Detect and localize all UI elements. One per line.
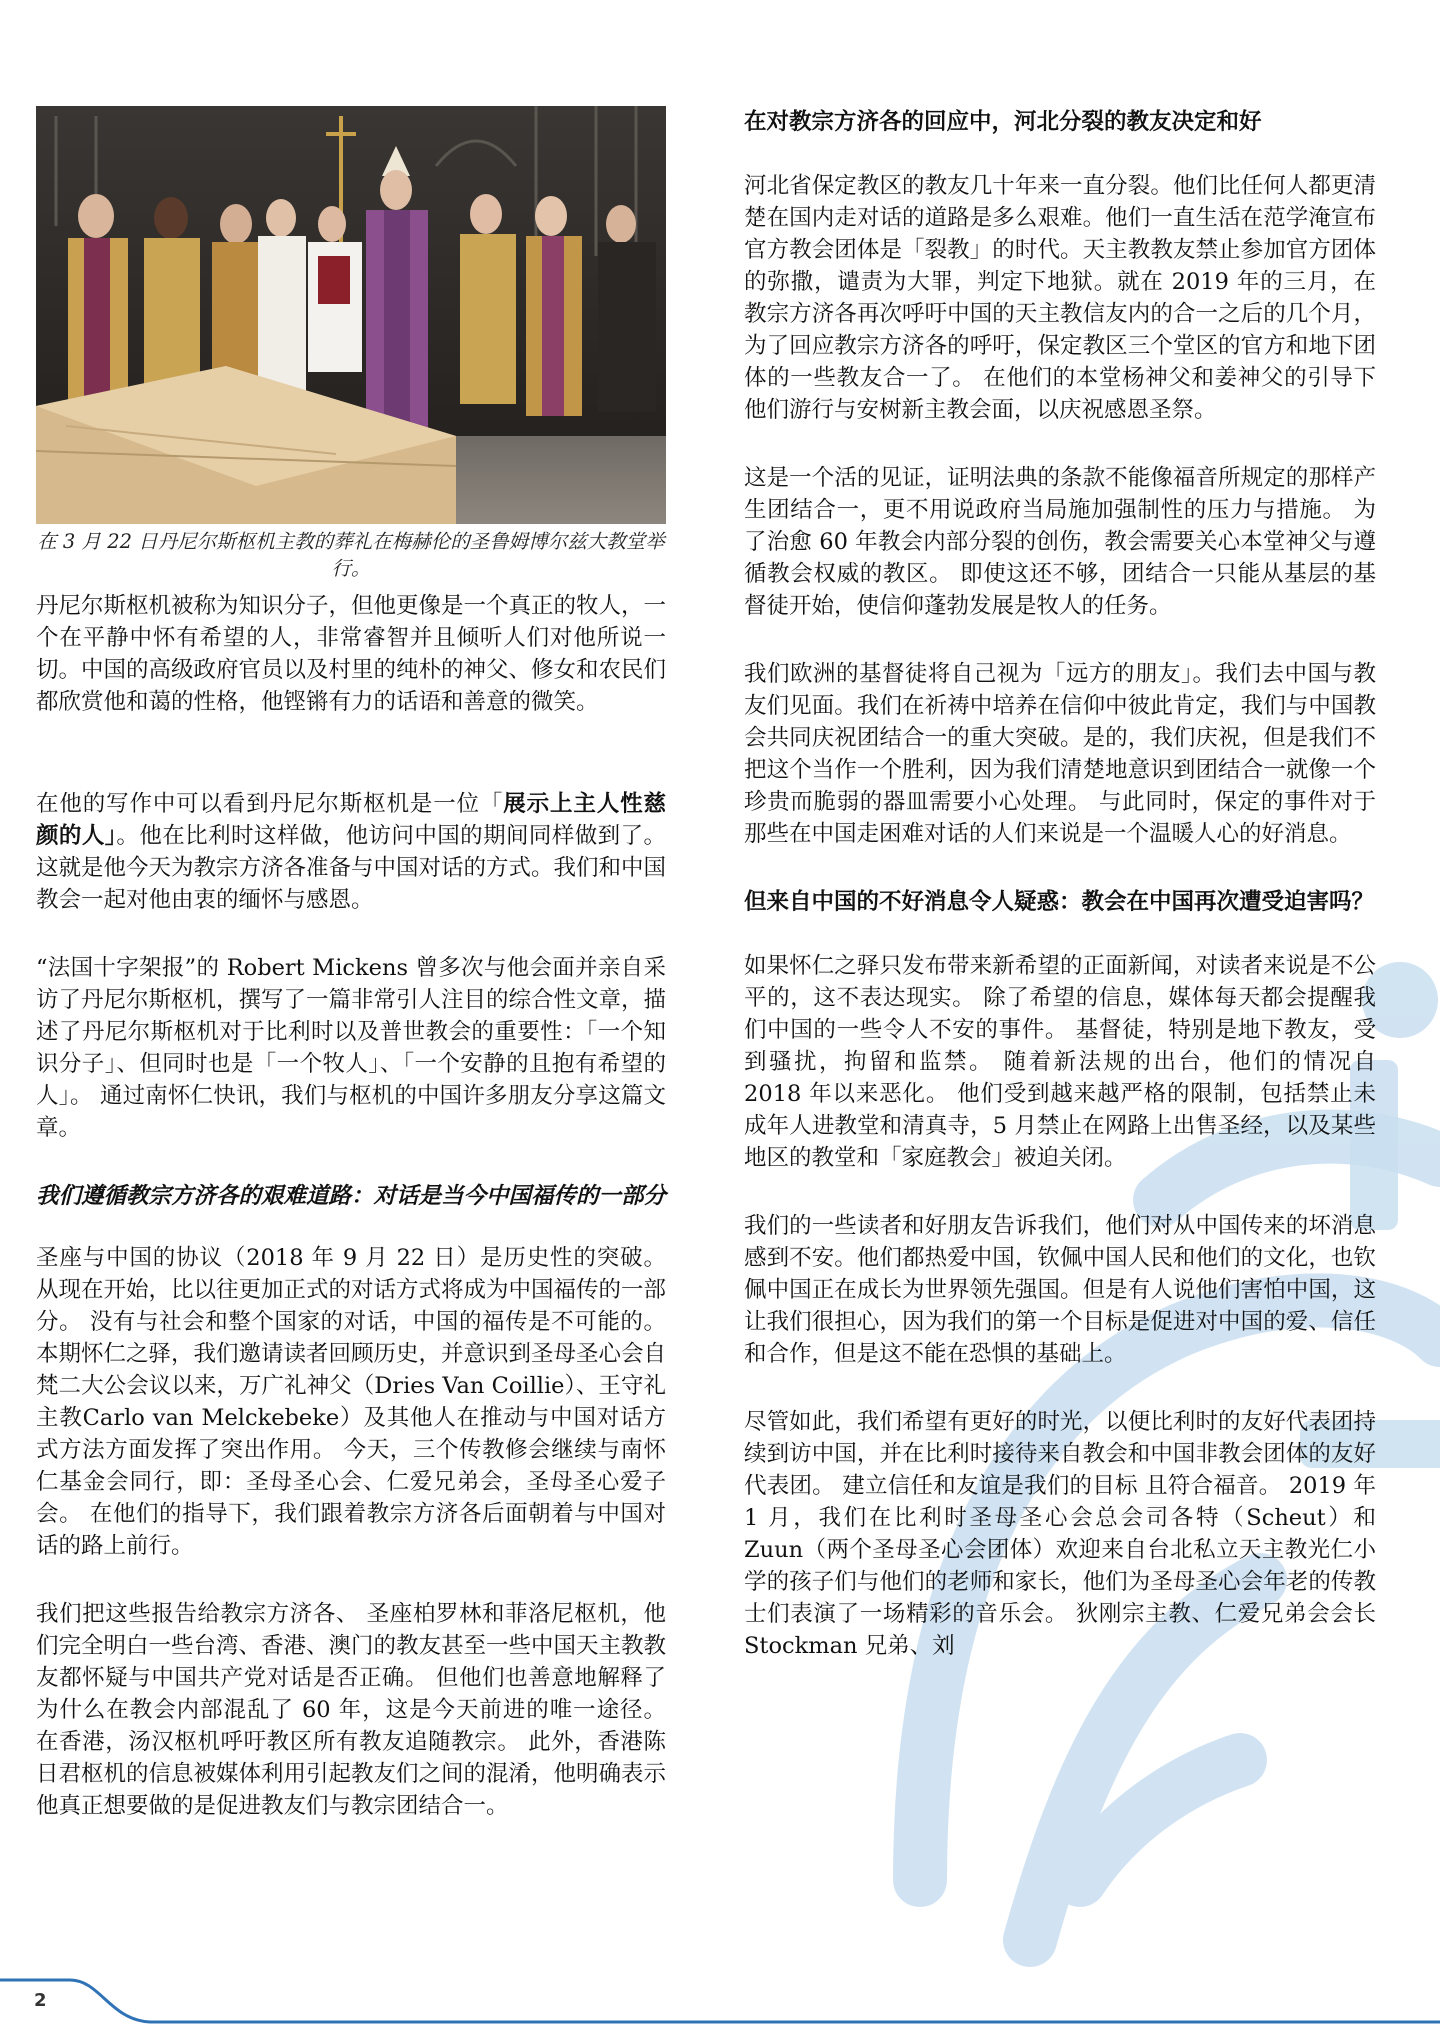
paragraph-friends: 我们欧洲的基督徒将自己视为「远方的朋友」。我们去中国与教友们见面。我们在祈祷中培养在信仰中彼此肯定，我们与中国教会共同庆祝团结合一的重大突破。是的，我们庆祝，但是我们不把这个当作一个胜利，因为我们清楚地意识到团结合一就像一个珍贵而脆弱的器皿需要小心处理。 与此同时，保定的事件对于那些在中国走困难对话的人们来说是一个温暖人心的好消息。 [744,661,1376,847]
heading-dialogue: 我们遵循教宗方济各的艰难道路：对话是当今中国福传的一部分 [36,1183,667,1209]
paragraph-bad-news: 如果怀仁之驿只发布带来新希望的正面新闻，对读者来说是不公平的，这不表达现实。 除了希望的信息，媒体每天都会提醒我们中国的一些令人不安的事件。 基督徒，特别是地下教友，受到骚扰，拘留和监禁。 随着新法规的出台，他们的情况自 2018 年以来恶化。 他们受到越来越严格的限制，包括禁止未成年人进教堂和清真寺，5 月禁止在网路上出售圣经，以及某些地区的教堂和「家庭教会」被迫关闭。 [744,953,1376,1171]
paragraph-baoding: 河北省保定教区的教友几十年来一直分裂。他们比任何人都更清楚在国内走对话的道路是多么艰难。他们一直生活在范学淹宣布官方教会团体是「裂教」的时代。天主教教友禁止参加官方团体的弥撒，谴责为大罪，判定下地狱。就在 2019 年的三月，在教宗方济各再次呼吁中国的天主教信友内的合一之后的几个月，为了回应教宗方济各的呼吁，保定教区三个堂区的官方和地下团体的一些教友合一了。 在他们的本堂杨神父和姜神父的引导下他们游行与安树新主教会面，以庆祝感恩圣祭。 [744,173,1376,423]
paragraph-intro: 丹尼尔斯枢机被称为知识分子，但他更像是一个真正的牧人，一个在平静中怀有希望的人，非常睿智并且倾听人们对他所说一切。中国的高级政府官员以及村里的纯朴的神父、修女和农民们都欣赏他和蔼的性格，他铿锵有力的话语和善意的微笑。 [36,593,667,715]
footer-wave-line [0,1960,1440,2036]
paragraph-mercy-end: 。他在比利时这样做，他访问中国的期间同样做到了。这就是他今天为教宗方济各准备与中国对话的方式。我们和中国教会一起对他由衷的缅怀与感恩。 [36,823,667,913]
paragraph-delegations: 尽管如此，我们希望有更好的时光，以便比利时的友好代表团持续到访中国，并在比利时接待来自教会和中国非教会团体的友好代表团。 建立信任和友谊是我们的目标 且符合福音。 2019 年 1 月，我们在比利时圣母圣心会总会司各特（Scheut）和 Zuun（两个圣母圣心会团体）欢迎来自台北私立天主教光仁小学的孩子们与他们的老师和家长，他们为圣母圣心会年老的传教士们表演了一场精彩的音乐会。 狄刚宗主教、仁爱兄弟会会长 Stockman 兄弟、刘 [744,1409,1376,1659]
heading-bad-news: 但来自中国的不好消息令人疑惑：教会在中国再次遭受迫害吗？ [744,889,1375,915]
paragraph-reports: 我们把这些报告给教宗方济各、 圣座柏罗林和菲洛尼枢机，他们完全明白一些台湾、香港、澳门的教友甚至一些中国天主教教友都怀疑与中国共产党对话是否正确。 但他们也善意地解释了为什么在教会内部混乱了 60 年，这是今天前进的唯一途径。 在香港，汤汉枢机呼吁教区所有教友追随教宗。 此外，香港陈日君枢机的信息被媒体利用引起教友们之间的混淆，他明确表示他真正想要做的是促进教友们与教宗团结合一。 [36,1601,667,1819]
paragraph-readers: 我们的一些读者和好朋友告诉我们，他们对从中国传来的坏消息感到不安。他们都热爱中国，钦佩中国人民和他们的文化，也钦佩中国正在成长为世界领先强国。但是有人说他们害怕中国，这让我们很担心，因为我们的第一个目标是促进对中国的爱、信任和合作，但是这不能在恐惧的基础上。 [744,1213,1376,1367]
funeral-photo [36,106,666,524]
paragraph-mercy [36,788,666,916]
paragraph-mercy-start: 在他的写作中可以看到丹尼尔斯枢机是一位「 [36,791,504,817]
paragraph-agreement: 圣座与中国的协议（2018 年 9 月 22 日）是历史性的突破。从现在开始，比以往更加正式的对话方式将成为中国福传的一部分。 没有与社会和整个国家的对话，中国的福传是不可能的。 本期怀仁之驿，我们邀请读者回顾历史，并意识到圣母圣心会自梵二大公会议以来，万广礼神父（Dries Van Coillie）、王守礼主教Carlo van Melckebeke）及其他人在推动与中国对话方式方法方面发挥了突出作用。 今天，三个传教修会继续与南怀仁基金会同行，即：圣母圣心会、仁爱兄弟会，圣母圣心爱子会。 在他们的指导下，我们跟着教宗方济各后面朝着与中国对话的路上前行。 [36,1245,667,1559]
heading-hebei: 在对教宗方济各的回应中，河北分裂的教友决定和好 [744,109,1262,135]
right-column [744,106,1376,1698]
paragraph-mickens: “法国十字架报”的 Robert Mickens 曾多次与他会面并亲自采访了丹尼尔斯枢机，撰写了一篇非常引人注目的综合性文章，描述了丹尼尔斯枢机对于比利时以及普世教会的重要性：「一个知识分子」、但同时也是「一个牧人」、「一个安静的且抱有希望的人」。 通过南怀仁快讯，我们与枢机的中国许多朋友分享这篇文章。 [36,955,667,1141]
paragraph-witness: 这是一个活的见证，证明法典的条款不能像福音所规定的那样产生团结合一，更不用说政府当局施加强制性的压力与措施。 为了治愈 60 年教会内部分裂的创伤，教会需要关心本堂神父与遵循教会权威的教区。 即使这还不够，团结合一只能从基层的基督徒开始，使信仰蓬勃发展是牧人的任务。 [744,465,1376,619]
photo-caption: 在 3 月 22 日丹尼尔斯枢机主教的葬礼在梅赫伦的圣鲁姆博尔兹大教堂举行。 [37,530,665,580]
left-column [36,106,666,1858]
paragraph-mercy-emphasis: 展示上主人性慈颜的人」 [36,791,666,849]
page-number: 2 [34,1990,47,2011]
